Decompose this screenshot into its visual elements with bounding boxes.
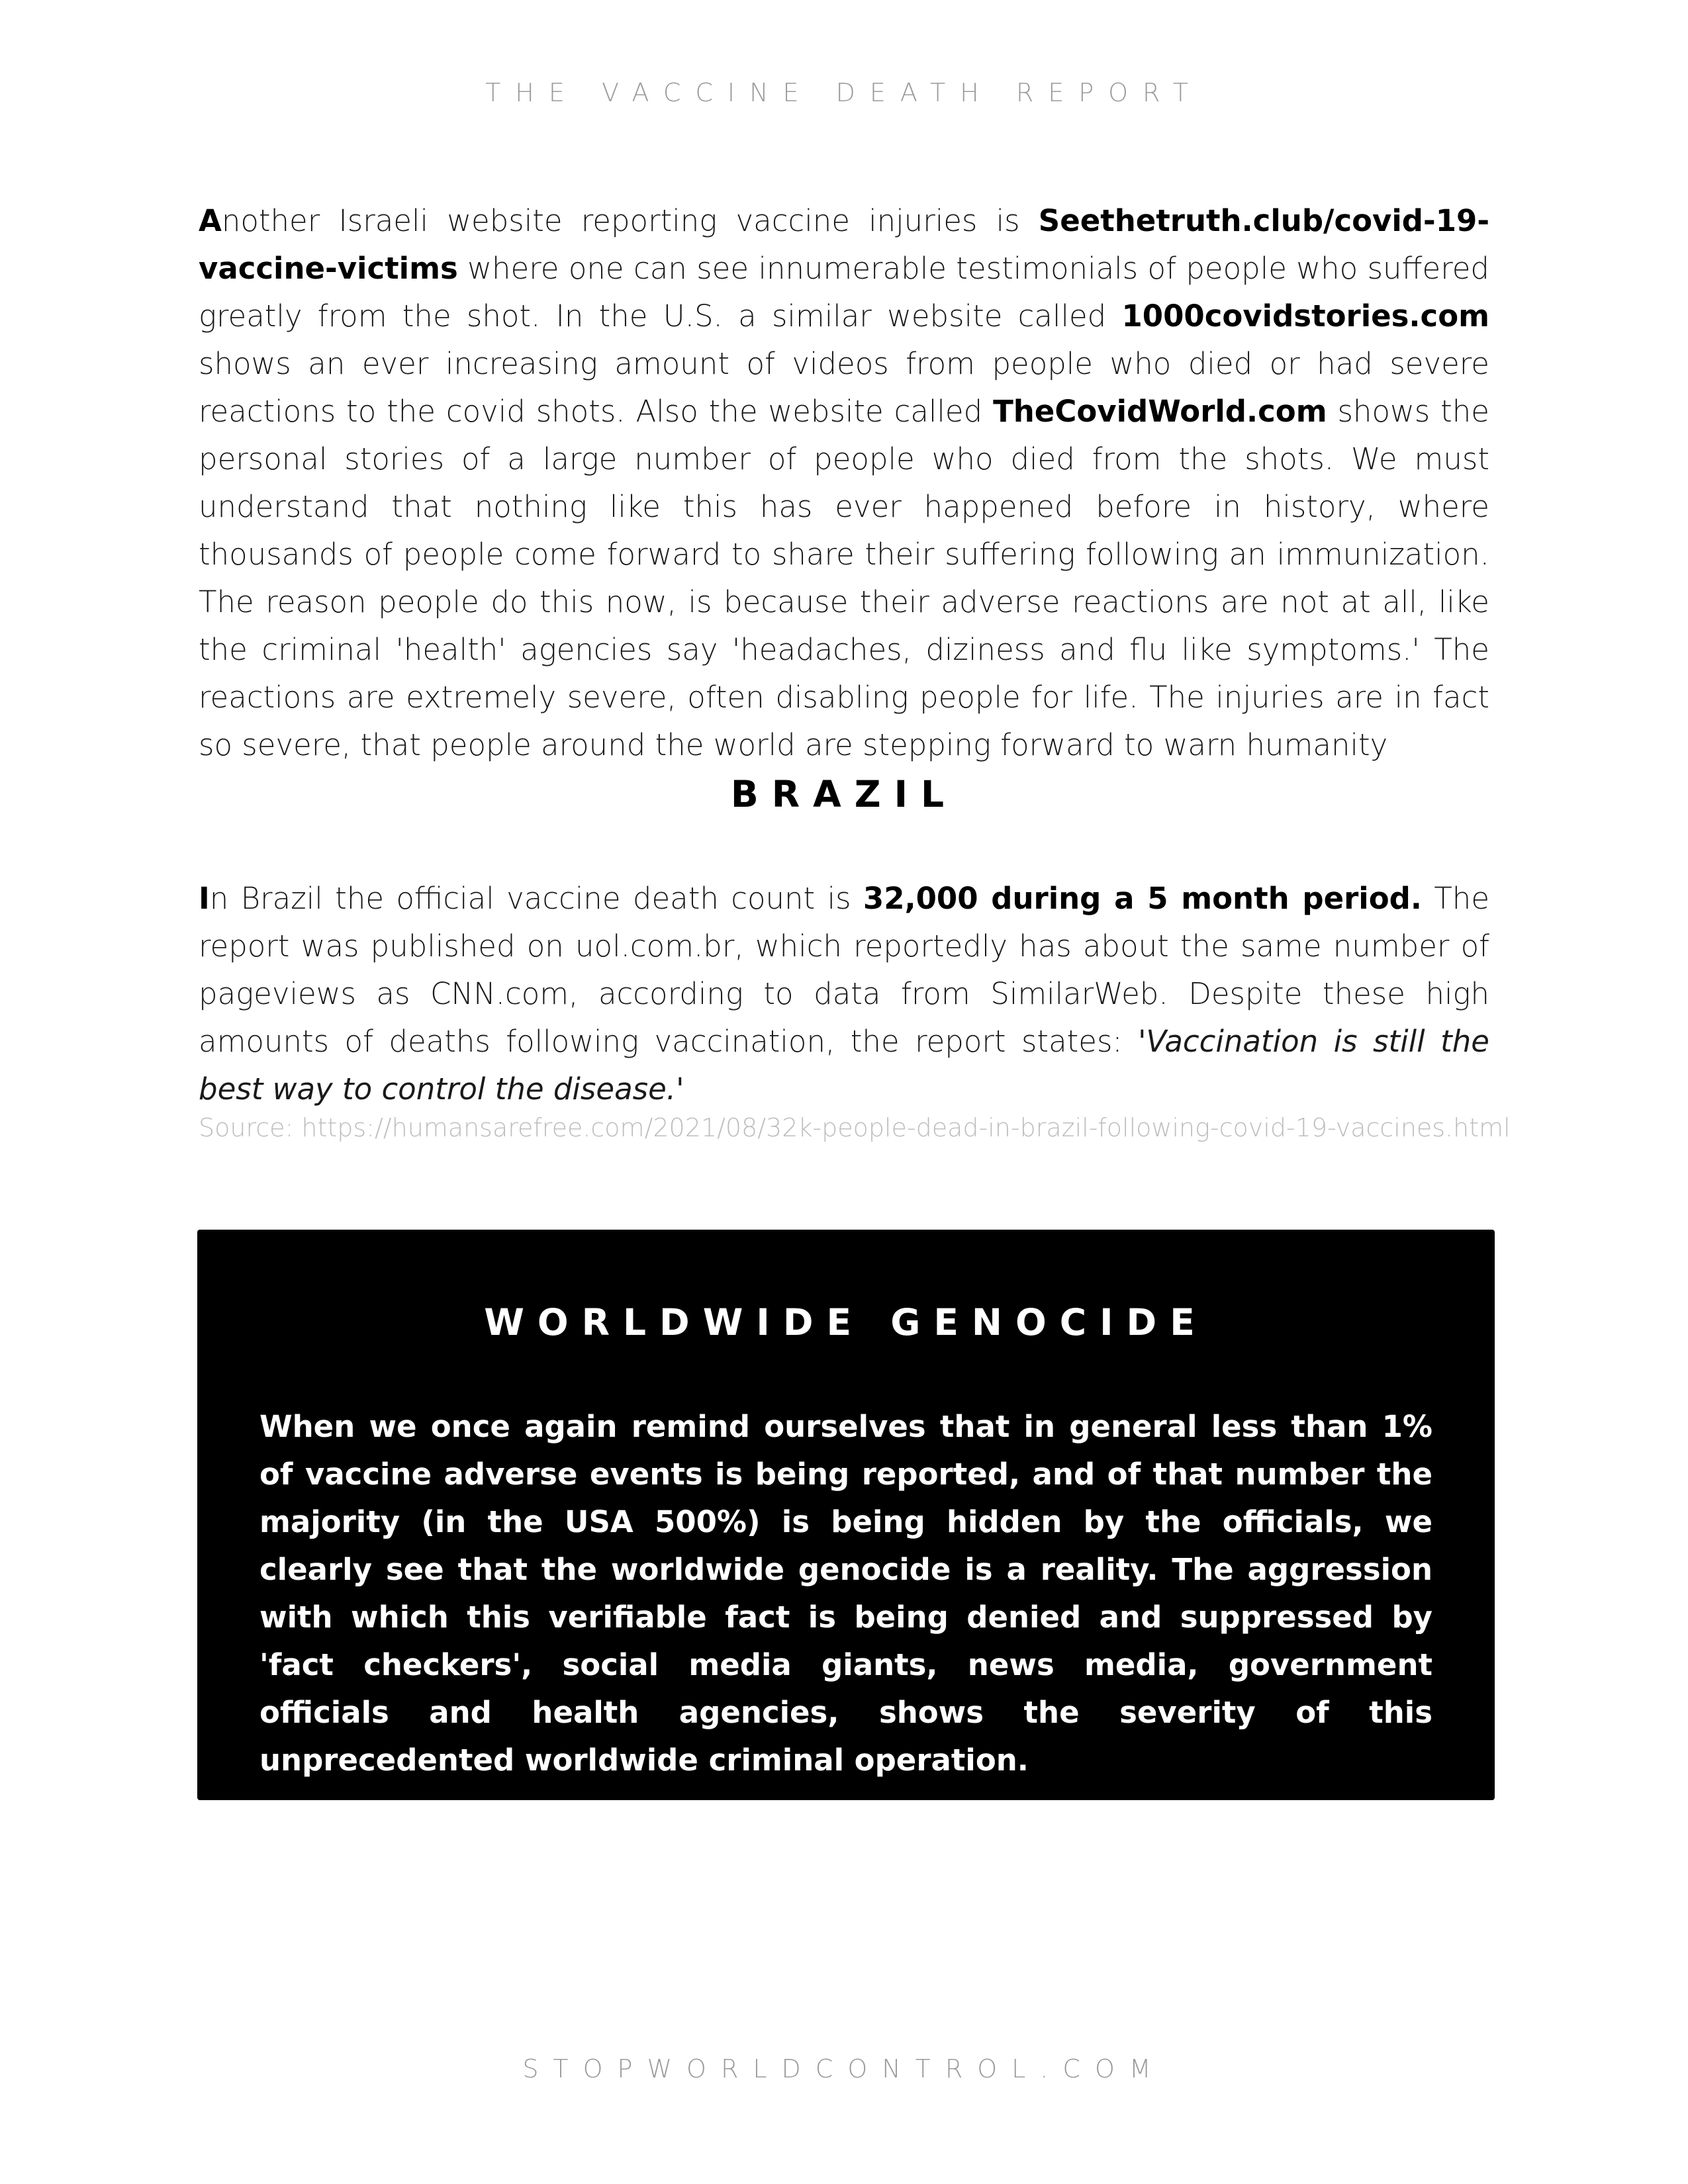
report-quote: 'Vaccination is still the best way to control the disease.' (199, 1024, 1489, 1107)
brazil-heading: BRAZIL (730, 773, 958, 815)
seethetruth-site: Seethetruth.club/covid-19-vaccine-victims (199, 203, 1489, 286)
brazil-text-1: n Brazil the official vaccine death count is (209, 881, 863, 916)
intro-text-2: where one can see innumerable testimonials of people who suffered greatly from the shot. In the U.S. a similar website called (199, 251, 1489, 334)
genocide-callout-box (197, 1230, 1495, 1800)
running-footer: STOPWORLDCONTROL.COM (522, 2054, 1166, 2083)
brazil-section (199, 875, 1489, 1113)
callout-title: WORLDWIDE GENOCIDE (484, 1301, 1208, 1343)
brazil-text-2: The report was published on uol.com.br, which reportedly has about the same number of pageviews as CNN.com, according to data from SimilarWeb. Despite these high amounts of deaths following vaccination, the report states: (199, 881, 1490, 1059)
intro-section (199, 197, 1489, 769)
source-citation: Source: https://humansarefree.com/2021/08/32k-people-dead-in-brazil-following-covid-19-vaccines.html (199, 1113, 1511, 1142)
intro-text-1: nother Israeli website reporting vaccine injuries is (221, 203, 1039, 238)
intro-text-4: shows the personal stories of a large number of people who died from the shots. We must understand that nothing like this has ever happened before in history, where thousands of people come forward to share their suffering following an immunization. The reason people do this now, is because their adverse reactions are not at all, like the criminal 'health' agencies say 'headaches, diziness and flu like symptoms.' The reactions are extremely severe, often disabling people for life. The injuries are in fact so severe, that people around the world are stepping forward to warn humanity (199, 394, 1489, 762)
running-header: THE VACCINE DEATH REPORT (485, 78, 1203, 107)
intro-text-3: shows an ever increasing amount of videos from people who died or had severe reactions to the covid shots. Also the website called (199, 346, 1489, 429)
brazil-paragraph (199, 875, 1489, 1113)
drop-letter: A (199, 203, 222, 238)
death-count: 32,000 during a 5 month period. (863, 881, 1422, 916)
covidworld-site: TheCovidWorld.com (993, 394, 1327, 429)
drop-letter: I (199, 881, 210, 916)
covidstories-site: 1000covidstories.com (1121, 298, 1489, 334)
intro-paragraph (199, 197, 1489, 769)
callout-text: When we once again remind ourselves that in general less than 1% of vaccine adverse events is being reported, and of that number the majority (in the USA 500%) is being hidden by the officials, we clearly see that the worldwide genocide is a reality. The aggression with which this verifiable fact is being denied and suppressed by 'fact checkers', social media giants, news media, government officials and health agencies, shows the severity of this unprecedented worldwide criminal operation. (259, 1409, 1432, 1778)
